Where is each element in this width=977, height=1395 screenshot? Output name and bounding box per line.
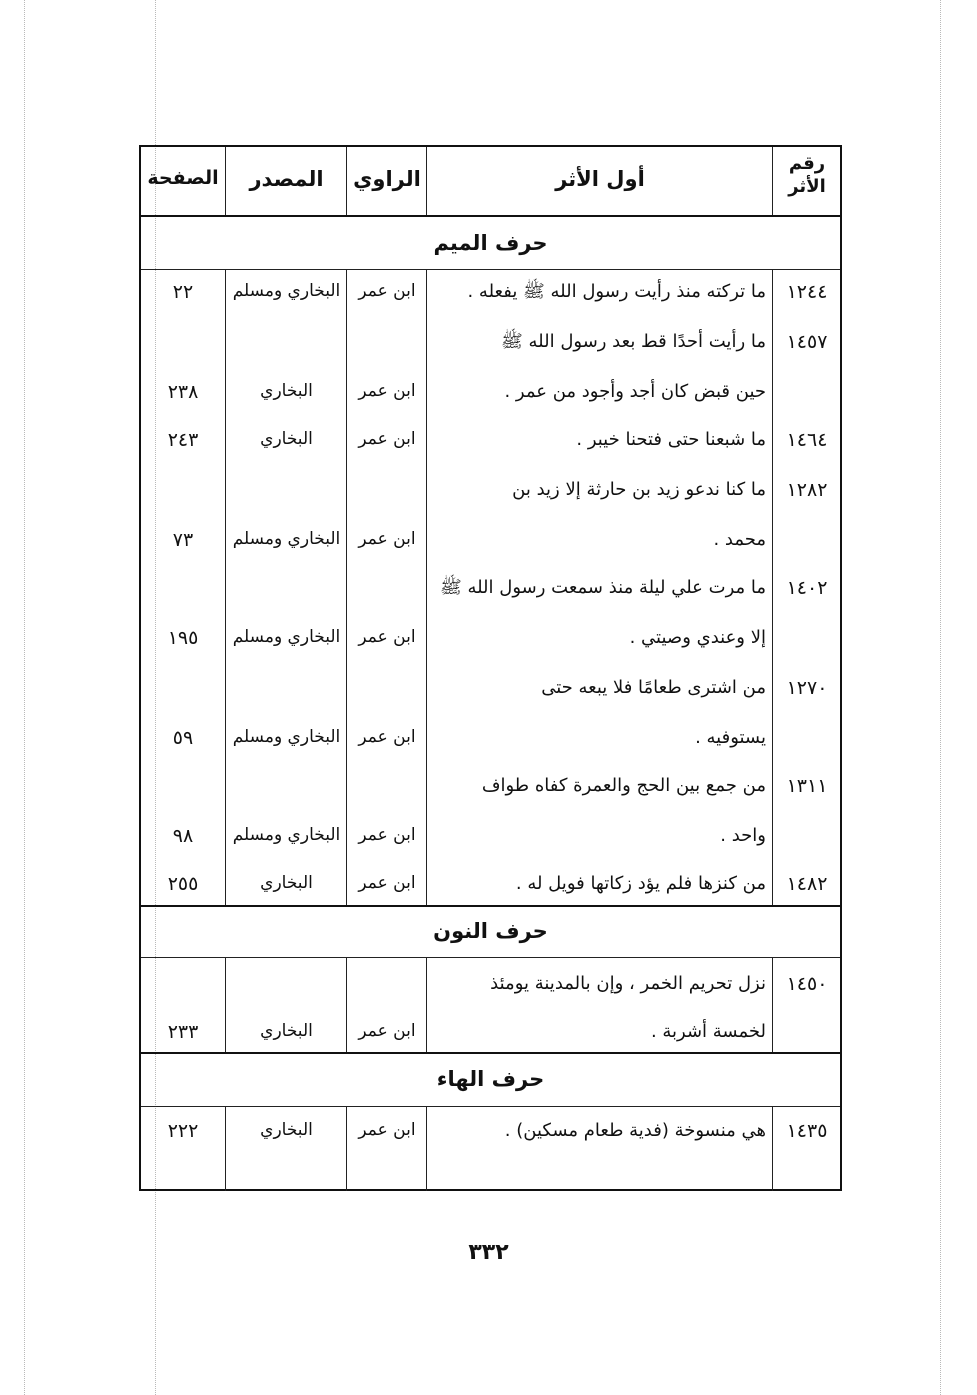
narrator: ابن عمر xyxy=(358,825,416,845)
narrator: ابن عمر xyxy=(358,1021,416,1041)
page-number: ٣٣٢ xyxy=(468,1240,509,1265)
athar-number: ١٢٤٤ xyxy=(786,281,828,303)
column-rule xyxy=(346,1106,347,1191)
header-page: الصفحة xyxy=(147,167,219,189)
column-rule xyxy=(225,269,226,905)
athar-text-line: ما مرت علي ليلة منذ سمعت رسول الله ﷺ xyxy=(439,577,766,598)
narrator: ابن عمر xyxy=(358,873,416,893)
column-rule xyxy=(426,957,427,1052)
narrator: ابن عمر xyxy=(358,381,416,401)
section-title-haa: حرف الهاء xyxy=(436,1067,545,1091)
source: البخاري xyxy=(260,381,313,401)
section-title-noon: حرف النون xyxy=(433,919,548,943)
header-source: المصدر xyxy=(249,167,324,191)
header-narrator: الراوي xyxy=(353,167,421,191)
column-rule xyxy=(772,957,773,1052)
section-title-meem: حرف الميم xyxy=(433,231,548,255)
section-rule xyxy=(141,1106,840,1107)
narrator: ابن عمر xyxy=(358,529,416,549)
column-rule xyxy=(426,269,427,905)
column-rule xyxy=(426,147,427,215)
narrator: ابن عمر xyxy=(358,727,416,747)
column-rule xyxy=(225,1106,226,1191)
page-ref: ٢٤٣ xyxy=(167,429,199,451)
narrator: ابن عمر xyxy=(358,429,416,449)
page-ref: ٧٣ xyxy=(172,529,194,551)
page-ref: ٩٨ xyxy=(172,825,194,847)
athar-text-line: ما تركته منذ رأيت رسول الله ﷺ يفعله . xyxy=(467,281,766,302)
section-rule xyxy=(141,905,840,907)
header-rule xyxy=(141,215,840,217)
column-rule xyxy=(426,1106,427,1191)
page-ref: ١٩٥ xyxy=(167,627,199,649)
header-first-words: أول الأثر xyxy=(555,167,645,191)
athar-number: ١٣١١ xyxy=(786,775,828,797)
scan-guide-line xyxy=(24,0,25,1395)
section-rule xyxy=(141,269,840,270)
source: البخاري xyxy=(260,873,313,893)
athar-number: ١٢٨٢ xyxy=(786,479,828,501)
athar-number: ١٤٦٤ xyxy=(786,429,828,451)
source: البخاري ومسلم xyxy=(232,727,341,747)
column-rule xyxy=(772,269,773,905)
column-rule xyxy=(346,269,347,905)
page-ref: ٥٩ xyxy=(172,727,194,749)
section-rule xyxy=(141,1052,840,1054)
source: البخاري ومسلم xyxy=(232,825,341,845)
scan-guide-line xyxy=(940,0,941,1395)
column-rule xyxy=(225,147,226,215)
source: البخاري ومسلم xyxy=(232,529,341,549)
athar-number: ١٤٥٧ xyxy=(786,331,828,353)
athar-text-line: نزل تحريم الخمر ، وإن بالمدينة يومئذ xyxy=(490,973,766,994)
section-rule xyxy=(141,957,840,958)
athar-text-line: ما رأيت أحدًا قط بعد رسول الله ﷺ xyxy=(501,331,766,352)
narrator: ابن عمر xyxy=(358,627,416,647)
narrator: ابن عمر xyxy=(358,1120,416,1140)
column-rule xyxy=(346,957,347,1052)
athar-number: ١٢٧٠ xyxy=(786,677,828,699)
athar-text-line: ما كنا ندعو زيد بن حارثة إلا زيد بن xyxy=(512,479,766,500)
athar-text-line: من اشترى طعامًا فلا يبعه حتى xyxy=(541,677,766,698)
source: البخاري ومسلم xyxy=(232,627,341,647)
athar-text-line: يستوفيه . xyxy=(695,727,766,748)
narrator: ابن عمر xyxy=(358,281,416,301)
source: البخاري xyxy=(260,1021,313,1041)
page-ref: ٢٥٥ xyxy=(167,873,199,895)
header-athar-number: رقم الأثر xyxy=(788,153,826,197)
column-rule xyxy=(225,957,226,1052)
athar-text-line: من كنزها فلم يؤد زكاتها فويل له . xyxy=(515,873,766,894)
athar-number: ١٤٠٢ xyxy=(786,577,828,599)
athar-index-table xyxy=(139,145,842,1191)
athar-number: ١٤٨٢ xyxy=(786,873,828,895)
athar-text-line: لخمسة أشربة . xyxy=(650,1021,766,1042)
athar-text-line: ما شبعنا حتى فتحنا خيبر . xyxy=(576,429,766,450)
athar-text-line: من جمع بين الحج والعمرة كفاه طواف xyxy=(481,775,766,796)
column-rule xyxy=(772,1106,773,1191)
athar-text-line: واحد . xyxy=(720,825,766,846)
column-rule xyxy=(346,147,347,215)
column-rule xyxy=(772,147,773,215)
source: البخاري ومسلم xyxy=(232,281,341,301)
athar-text-line: إلا وعندي وصيتي . xyxy=(629,627,766,648)
athar-text-line: حين قبض كان أجد وأجود من عمر . xyxy=(504,381,766,402)
page-ref: ٢٢٢ xyxy=(167,1120,199,1142)
athar-number: ١٤٣٥ xyxy=(786,1120,828,1142)
page-ref: ٢٣٣ xyxy=(167,1021,199,1043)
page-ref: ٢٣٨ xyxy=(167,381,199,403)
athar-text-line: محمد . xyxy=(713,529,766,550)
athar-text-line: هي منسوخة (فدية طعام مسكين) . xyxy=(504,1120,766,1141)
page-ref: ٢٢ xyxy=(172,281,194,303)
source: البخاري xyxy=(260,429,313,449)
source: البخاري xyxy=(260,1120,313,1140)
athar-number: ١٤٥٠ xyxy=(786,973,828,995)
